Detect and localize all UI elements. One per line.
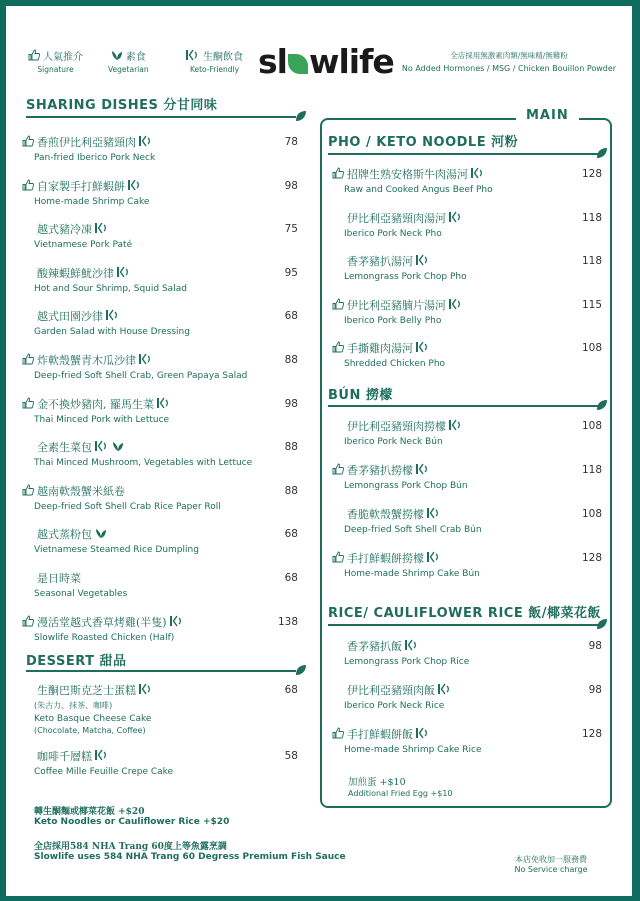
dish-price: 108 xyxy=(581,508,602,520)
dish-name-en: Pan-fried Iberico Pork Neck xyxy=(34,153,156,163)
sharing-menu-item xyxy=(22,352,247,381)
legend-keto xyxy=(186,48,243,74)
dish-note-cn: (朱古力、抹茶、咖啡) xyxy=(34,701,113,710)
dish-name-cn-row xyxy=(332,297,463,313)
dish-price: 68 xyxy=(284,684,298,696)
dish-price: 98 xyxy=(588,640,602,652)
leaf-icon xyxy=(112,440,124,454)
dish-price: 118 xyxy=(581,255,602,267)
brand-logo-post: wlife xyxy=(308,42,394,81)
rice-menu-item xyxy=(332,726,482,755)
dish-price: 118 xyxy=(581,464,602,476)
keto-icon xyxy=(106,309,120,323)
bun-menu-item xyxy=(332,550,480,579)
dish-name-en: Vietnamese Steamed Rice Dumpling xyxy=(34,545,199,556)
thumbs-up-icon xyxy=(22,135,34,149)
dish-name-cn-row xyxy=(332,210,463,226)
dish-name-cn: 越式豬冷凍 xyxy=(37,223,92,237)
dessert-divider xyxy=(26,670,296,672)
ingredient-notice-en: No Added Hormones / MSG / Chicken Bouillon Powder xyxy=(401,64,617,73)
dish-name-cn-row xyxy=(332,166,493,182)
dish-name-cn: 伊比利亞豬頸肉撈檬 xyxy=(347,420,446,433)
dish-name-cn-row xyxy=(22,308,190,324)
dish-name-cn: 生酮巴斯克芝士蛋糕 xyxy=(37,684,136,697)
thumbs-up-icon xyxy=(332,167,344,181)
pho-menu-item xyxy=(332,166,493,195)
ingredient-notice-cn: 全店採用無激素肉類/無味精/無雞粉 xyxy=(450,51,568,60)
dish-name-en: Vietnamese Pork Paté xyxy=(34,240,133,251)
menu-page xyxy=(6,6,632,896)
dish-name-en: Seasonal Vegetables xyxy=(34,589,128,599)
thumbs-up-icon xyxy=(22,397,34,411)
leaf-decoration-icon xyxy=(596,399,608,411)
dish-price: 88 xyxy=(284,354,298,366)
dish-price: 98 xyxy=(284,179,298,192)
dish-name-cn-row xyxy=(22,526,199,542)
dish-name-cn-row xyxy=(332,682,452,698)
pho-menu-item xyxy=(332,253,467,282)
dish-name-en: Garden Salad with House Dressing xyxy=(34,327,190,338)
dish-price: 98 xyxy=(284,397,298,410)
dish-name-cn: 手打鮮蝦餅撈檬 xyxy=(347,552,424,565)
dish-price: 108 xyxy=(581,420,602,432)
dish-name-cn-row xyxy=(22,682,153,698)
thumbs-up-icon xyxy=(332,463,344,477)
brand-logo-pre: sl xyxy=(258,42,287,81)
sharing-menu-item xyxy=(22,265,187,294)
keto-icon xyxy=(95,440,109,454)
dish-name-en: Coffee Mille Feuille Crepe Cake xyxy=(34,767,174,777)
dish-name-en: Thai Minced Mushroom, Vegetables with Lettuce xyxy=(34,458,253,469)
dish-name-cn: 自家製手打鮮蝦餅 xyxy=(37,179,125,193)
dessert-title: DESSERT 甜品 xyxy=(26,654,127,669)
sharing-divider xyxy=(26,116,296,118)
dish-name-cn-row xyxy=(22,221,132,237)
dish-name-cn: 手打鮮蝦餅飯 xyxy=(347,728,413,741)
keto-icon xyxy=(449,298,463,312)
dish-name-en: Deep-fried Soft Shell Crab Bún xyxy=(344,525,482,535)
swap-note xyxy=(34,804,229,827)
dish-name-en: Deep-fried Soft Shell Crab, Green Papaya Salad xyxy=(34,371,248,381)
keto-icon xyxy=(95,222,109,236)
ingredient-notice xyxy=(399,50,619,73)
dish-name-cn-row xyxy=(332,638,469,654)
dish-name-en: Home-made Shrimp Cake xyxy=(34,196,150,207)
dish-name-cn: 香脆軟殼蟹撈檬 xyxy=(347,508,424,521)
fried-egg-addon xyxy=(348,774,453,798)
legend-vegetarian xyxy=(108,48,149,74)
dish-price: 88 xyxy=(284,441,298,454)
dessert-menu-item xyxy=(22,748,173,777)
dish-price: 138 xyxy=(277,615,298,628)
pho-title: PHO / KETO NOODLE 河粉 xyxy=(328,135,519,150)
thumbs-up-icon xyxy=(332,727,344,741)
dish-name-cn-row xyxy=(22,483,221,499)
rice-menu-item xyxy=(332,638,469,667)
keto-icon xyxy=(405,639,419,653)
brand-logo xyxy=(258,42,394,81)
leaf-decoration-icon xyxy=(596,147,608,159)
dish-name-cn-row xyxy=(332,340,445,356)
dish-name-cn: 炸軟殼蟹青木瓜沙律 xyxy=(37,354,136,367)
dish-price: 88 xyxy=(284,484,298,497)
dish-name-cn-row xyxy=(22,570,127,586)
keto-icon xyxy=(139,135,153,149)
dish-price: 98 xyxy=(588,684,602,696)
service-charge-cn: 本店免收加一服務費 xyxy=(515,855,587,864)
thumbs-up-icon xyxy=(28,49,40,63)
keto-icon xyxy=(117,266,131,280)
dish-price: 108 xyxy=(581,342,602,354)
swap-note-cn: 轉生酮麵或椰菜花飯 +$20 xyxy=(34,807,145,817)
dish-name-en: Iberico Pork Neck Pho xyxy=(344,228,442,239)
dish-name-cn-row xyxy=(22,396,171,412)
leaf-decoration-icon xyxy=(295,664,307,676)
dish-name-cn: 香煎伊比利亞豬頸肉 xyxy=(37,136,136,149)
sharing-menu-item xyxy=(22,178,149,207)
dish-name-cn: 伊比利亞豬頸肉湯河 xyxy=(347,211,446,225)
dish-name-en: Lemongrass Pork Chop Rice xyxy=(344,657,470,667)
pho-menu-item xyxy=(332,340,445,369)
keto-icon xyxy=(157,397,171,411)
dish-name-en: Hot and Sour Shrimp, Squid Salad xyxy=(34,283,187,294)
keto-icon xyxy=(427,551,441,565)
dish-name-cn-row xyxy=(22,748,173,764)
keto-icon xyxy=(449,211,463,225)
dish-name-cn: 香茅豬扒湯河 xyxy=(347,255,413,268)
dish-name-cn-row xyxy=(22,614,184,630)
service-charge-en: No Service charge xyxy=(514,865,588,874)
thumbs-up-icon xyxy=(22,615,34,629)
sharing-menu-item xyxy=(22,396,171,425)
pho-divider xyxy=(328,153,598,155)
bun-menu-item xyxy=(332,462,468,491)
dish-price: 68 xyxy=(284,310,298,323)
leaf-decoration-icon xyxy=(295,110,307,122)
dish-price: 78 xyxy=(284,136,298,148)
thumbs-up-icon xyxy=(22,179,34,193)
bun-divider xyxy=(328,405,598,407)
dish-name-cn: 伊比利亞豬腩片湯河 xyxy=(347,298,446,312)
sharing-menu-item xyxy=(22,570,127,599)
dish-name-en: Slowlife Roasted Chicken (Half) xyxy=(34,632,175,643)
legend-signature-cn: 人氣推介 xyxy=(43,52,83,63)
dish-name-cn: 漫活堂越式香草烤雞(半隻) xyxy=(37,615,167,629)
dish-name-en: Thai Minced Pork with Lettuce xyxy=(34,414,170,425)
keto-icon xyxy=(427,507,441,521)
keto-icon xyxy=(95,749,109,763)
leaf-icon xyxy=(111,49,123,63)
rice-title: RICE/ CAULIFLOWER RICE 飯/椰菜花飯 xyxy=(328,606,601,621)
dish-name-en: Raw and Cooked Angus Beef Pho xyxy=(344,185,493,195)
legend-keto-en: Keto-Friendly xyxy=(189,65,240,74)
dish-name-cn: 越南軟殼蟹米紙卷 xyxy=(37,484,125,498)
dish-name-cn-row xyxy=(332,506,482,522)
dish-name-en: Iberico Pork Belly Pho xyxy=(344,315,442,326)
dish-price: 115 xyxy=(581,298,602,311)
keto-icon xyxy=(416,727,430,741)
dish-name-cn-row xyxy=(332,462,468,478)
sharing-menu-item xyxy=(22,483,221,512)
dish-name-en: Deep-fried Soft Shell Crab Rice Paper Roll xyxy=(34,501,221,512)
keto-icon xyxy=(128,179,142,193)
service-charge-note xyxy=(486,854,616,874)
fried-egg-addon-cn: 加煎蛋 +$10 xyxy=(348,777,406,788)
pho-menu-item xyxy=(332,297,463,326)
dish-name-en: Lemongrass Pork Chop Bún xyxy=(344,481,468,491)
thumbs-up-icon xyxy=(332,551,344,565)
dish-name-cn-row xyxy=(332,726,482,742)
legend-vegetarian-cn: 素食 xyxy=(125,52,146,63)
dish-price: 68 xyxy=(284,572,298,584)
legend-signature xyxy=(28,48,83,74)
legend-keto-cn: 生酮飲食 xyxy=(203,52,243,63)
dish-name-cn-row xyxy=(22,352,247,368)
dish-name-cn: 香茅豬扒飯 xyxy=(347,640,402,653)
sharing-title: SHARING DISHES 分甘同味 xyxy=(26,98,218,113)
dish-note-en: (Chocolate, Matcha, Coffee) xyxy=(34,726,146,735)
keto-icon xyxy=(438,683,452,697)
dish-name-cn-row xyxy=(332,550,480,566)
sharing-menu-item xyxy=(22,614,184,643)
dish-name-cn-row xyxy=(332,253,467,269)
sharing-menu-item xyxy=(22,221,132,250)
dish-name-en: Home-made Shrimp Cake Rice xyxy=(344,745,482,755)
dish-name-cn: 越式蒸粉包 xyxy=(37,528,92,542)
rice-divider xyxy=(328,624,598,626)
keto-icon xyxy=(416,341,430,355)
dish-name-cn-row xyxy=(22,134,155,150)
keto-icon xyxy=(170,615,184,629)
dish-name-cn-row xyxy=(332,418,463,434)
dish-name-en: Shredded Chicken Pho xyxy=(344,359,446,369)
dish-price: 128 xyxy=(581,168,602,180)
keto-icon xyxy=(139,683,153,697)
leaf-icon xyxy=(95,527,107,541)
keto-icon xyxy=(449,419,463,433)
keto-icon xyxy=(416,254,430,268)
logo-leaf-icon xyxy=(288,54,308,74)
fish-sauce-note-en: Slowlife uses 584 NHA Trang 60 Degress Premium Fish Sauce xyxy=(34,852,346,862)
dish-name-en: Iberico Pork Neck Bún xyxy=(344,437,443,447)
dish-name-cn: 咖啡千層糕 xyxy=(37,750,92,763)
dish-price: 95 xyxy=(284,266,298,279)
sharing-menu-item xyxy=(22,134,155,163)
keto-icon xyxy=(139,353,153,367)
dish-price: 118 xyxy=(581,211,602,224)
sharing-menu-item xyxy=(22,439,252,468)
keto-icon xyxy=(186,49,200,63)
dish-name-cn: 全素生菜包 xyxy=(37,441,92,455)
dish-name-cn: 香茅豬扒撈檬 xyxy=(347,464,413,477)
keto-icon xyxy=(471,167,485,181)
dish-name-cn: 越式田園沙律 xyxy=(37,310,103,324)
bun-title: BÚN 撈檬 xyxy=(328,388,393,403)
dish-name-cn: 酸辣蝦鮮魷沙律 xyxy=(37,266,114,280)
dish-name-en: Home-made Shrimp Cake Bún xyxy=(344,569,480,579)
dish-name-cn-row xyxy=(22,439,252,455)
dish-price: 128 xyxy=(581,552,602,564)
dish-name-en: Lemongrass Pork Chop Pho xyxy=(344,272,467,282)
dish-name-en: Keto Basque Cheese Cake xyxy=(34,714,152,724)
dish-name-en: Iberico Pork Neck Rice xyxy=(344,701,445,711)
fish-sauce-note-cn: 全店採用584 NHA Trang 60度上等魚露烹調 xyxy=(34,842,227,852)
keto-icon xyxy=(416,463,430,477)
swap-note-en: Keto Noodles or Cauliflower Rice +$20 xyxy=(34,817,230,827)
sharing-menu-item xyxy=(22,308,190,337)
rice-menu-item xyxy=(332,682,452,711)
fried-egg-addon-en: Additional Fried Egg +$10 xyxy=(348,789,453,798)
dish-name-cn-row xyxy=(22,178,149,194)
pho-menu-item xyxy=(332,210,463,239)
dish-price: 58 xyxy=(284,750,298,762)
fish-sauce-note xyxy=(34,839,346,862)
legend-signature-en: Signature xyxy=(37,65,74,74)
leaf-decoration-icon xyxy=(596,618,608,630)
bun-menu-item xyxy=(332,506,482,535)
thumbs-up-icon xyxy=(22,353,34,367)
dish-name-cn-row xyxy=(22,265,187,281)
dish-price: 128 xyxy=(581,728,602,740)
thumbs-up-icon xyxy=(22,484,34,498)
legend-vegetarian-en: Vegetarian xyxy=(108,65,149,74)
thumbs-up-icon xyxy=(332,298,344,312)
main-title: MAIN xyxy=(516,108,579,123)
dish-name-cn: 手撕雞肉湯河 xyxy=(347,342,413,355)
dish-price: 75 xyxy=(284,223,298,236)
bun-menu-item xyxy=(332,418,463,447)
thumbs-up-icon xyxy=(332,341,344,355)
sharing-menu-item xyxy=(22,526,199,555)
dish-price: 68 xyxy=(284,528,298,541)
dish-name-cn: 金不換炒豬肉, 羅馬生菜 xyxy=(37,397,154,411)
dessert-menu-item xyxy=(22,682,153,735)
dish-name-cn: 是日時菜 xyxy=(37,572,81,585)
dish-name-cn: 招牌生熟安格斯牛肉湯河 xyxy=(347,168,468,181)
dish-name-cn: 伊比利亞豬頸肉飯 xyxy=(347,684,435,697)
